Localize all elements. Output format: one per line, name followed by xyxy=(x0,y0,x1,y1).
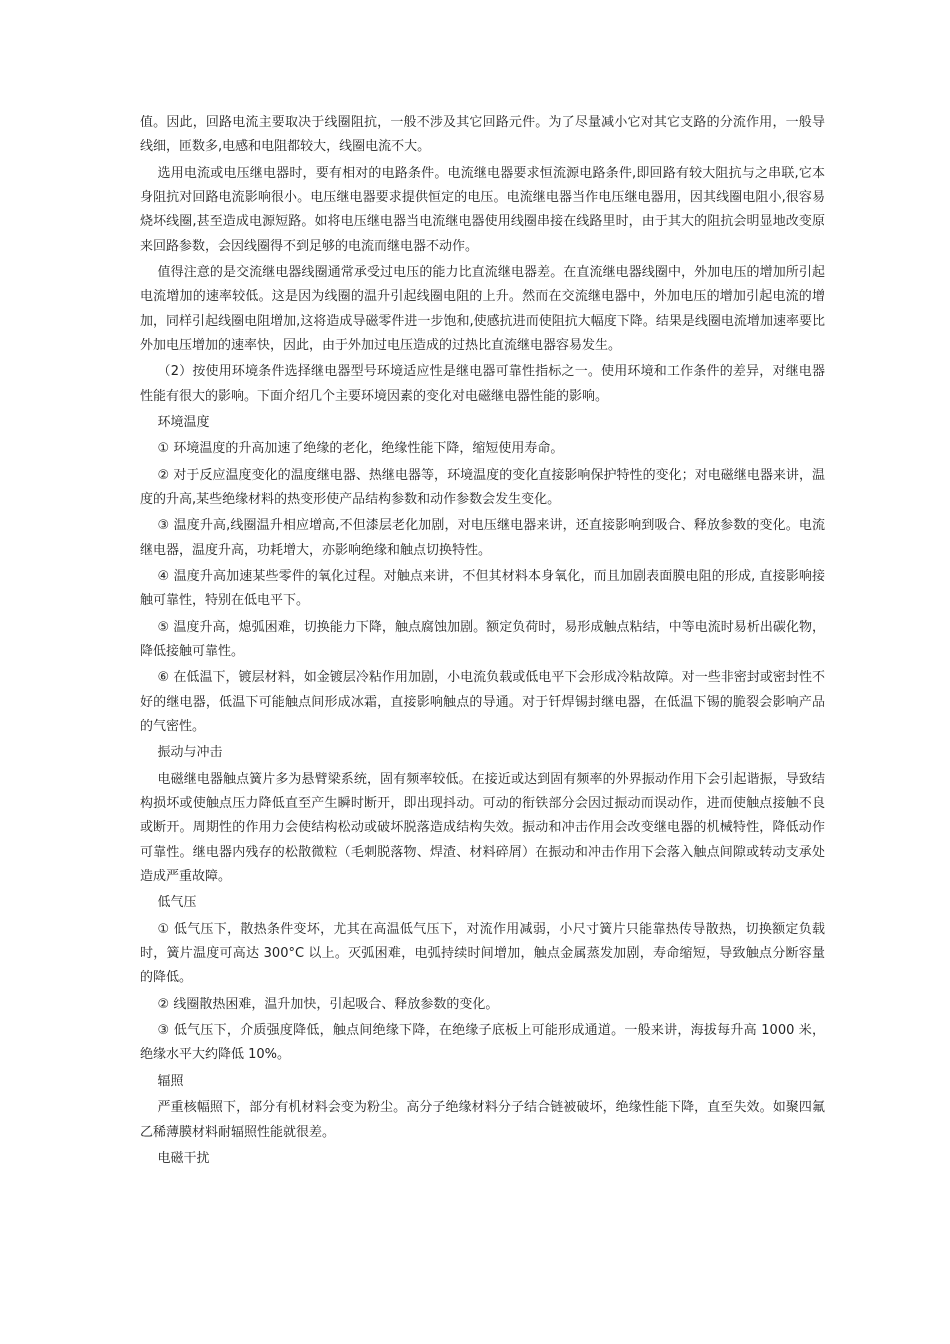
list-item: ⑤ 温度升高，熄弧困难，切换能力下降，触点腐蚀加剧。额定负荷时，易形成触点粘结，中等电流时易析出碳化物，降低接触可靠性。 xyxy=(140,619,825,660)
section-heading: 辐照 xyxy=(157,1073,184,1089)
paragraph: （2）按使用环境条件选择继电器型号环境适应性是继电器可靠性指标之一。使用环境和工作条件的差异，对继电器性能有很大的影响。下面介绍几个主要环境因素的变化对电磁继电器性能的影响。 xyxy=(140,364,825,404)
list-item: ② 对于反应温度变化的温度继电器、热继电器等，环境温度的变化直接影响保护特性的变化；对电磁继电器来讲，温度的升高,某些绝缘材料的热变形使产品结构参数和动作参数会发生变化。 xyxy=(140,467,825,508)
section-heading: 环境温度 xyxy=(157,414,210,430)
paragraph: 值。因此，回路电流主要取决于线圈阻抗，一般不涉及其它回路元件。为了尽量减小它对其它支路的分流作用，一般导线细，匝数多,电感和电阻都较大，线圈电流不大。 xyxy=(140,115,825,155)
list-item: ③ 温度升高,线圈温升相应增高,不但漆层老化加剧，对电压继电器来讲，还直接影响到吸合、释放参数的变化。电流继电器，温度升高，功耗增大，亦影响绝缘和触点切换特性。 xyxy=(140,518,825,558)
list-item: ④ 温度升高加速某些零件的氧化过程。对触点来讲，不但其材料本身氧化，而且加剧表面膜电阻的形成, 直接影响接触可靠性，特别在低电平下。 xyxy=(140,569,825,609)
list-item: ① 环境温度的升高加速了绝缘的老化，绝缘性能下降，缩短使用寿命。 xyxy=(157,441,564,457)
paragraph: 值得注意的是交流继电器线圈通常承受过电压的能力比直流继电器差。在直流继电器线圈中，外加电压的增加所引起电流增加的速率较低。这是因为线圈的温升引起线圈电阻的上升。然而在交流继电器中，外加电压的增加引起电流的增加，同样引起线圈电阻增加,这将造成导磁零件进一步饱和,使感抗进而使阻抗大幅度下降。结果是线圈电流增加速率要比外加电压增加的速率快，因此，由于外加过电压造成的过热比直流继电器容易发生。 xyxy=(140,264,825,353)
section-heading: 振动与冲击 xyxy=(157,745,223,761)
list-item: ③ 低气压下，介质强度降低，触点间绝缘下降，在绝缘子底板上可能形成通道。一般来讲，海拔每升高 1000 米，绝缘水平大约降低 10%。 xyxy=(140,1023,825,1063)
paragraph: 电磁继电器触点簧片多为悬臂梁系统，固有频率较低。在接近或达到固有频率的外界振动作用下会引起谐振，导致结构损坏或使触点压力降低直至产生瞬时断开，即出现抖动。可动的衔铁部分会因过振动而误动作，进而使触点接触不良或断开。周期性的作用力会使结构松动或破坏脱落造成结构失效。振动和冲击作用会改变继电器的机械特性，降低动作可靠性。继电器内残存的松散微粒（毛刺脱落物、焊渣、材料碎屑）在振动和冲击作用下会落入触点间隙或转动支承处造成严重故障。 xyxy=(140,771,825,885)
list-item: ① 低气压下，散热条件变坏，尤其在高温低气压下，对流作用减弱，小尺寸簧片只能靠热传导散热，切换额定负载时，簧片温度可高达 300°C 以上。灭弧困难，电弧持续时间增加，触点金属蒸发加剧，寿命缩短，导致触点分断容量的降低。 xyxy=(140,921,825,986)
document-body xyxy=(140,111,825,1173)
paragraph: 严重核幅照下，部分有机材料会变为粉尘。高分子绝缘材料分子结合链被破坏，绝缘性能下降，直至失效。如聚四氟乙稀薄膜材料耐辐照性能就很差。 xyxy=(140,1100,825,1140)
list-item: ② 线圈散热困难，温升加快，引起吸合、释放参数的变化。 xyxy=(157,996,499,1012)
list-item: ⑥ 在低温下，镀层材料，如金镀层冷粘作用加剧，小电流负载或低电平下会形成冷粘故障。对一些非密封或密封性不好的继电器，低温下可能触点间形成冰霜，直接影响触点的导通。对于钎焊锡封继电器，在低温下锡的脆裂会影响产品的气密性。 xyxy=(140,670,825,735)
section-heading: 电磁干扰 xyxy=(157,1150,210,1166)
section-heading: 低气压 xyxy=(157,895,197,911)
paragraph: 选用电流或电压继电器时，要有相对的电路条件。电流继电器要求恒流源电路条件,即回路有较大阻抗与之串联,它本身阻抗对回路电流影响很小。电压继电器要求提供恒定的电压。电流继电器当作电压继电器用，因其线圈电阻小,很容易烧坏线圈,甚至造成电源短路。如将电压继电器当电流继电器使用线圈串接在线路里时，由于其大的阻抗会明显地改变原来回路参数，会因线圈得不到足够的电流而继电器不动作。 xyxy=(140,165,825,254)
